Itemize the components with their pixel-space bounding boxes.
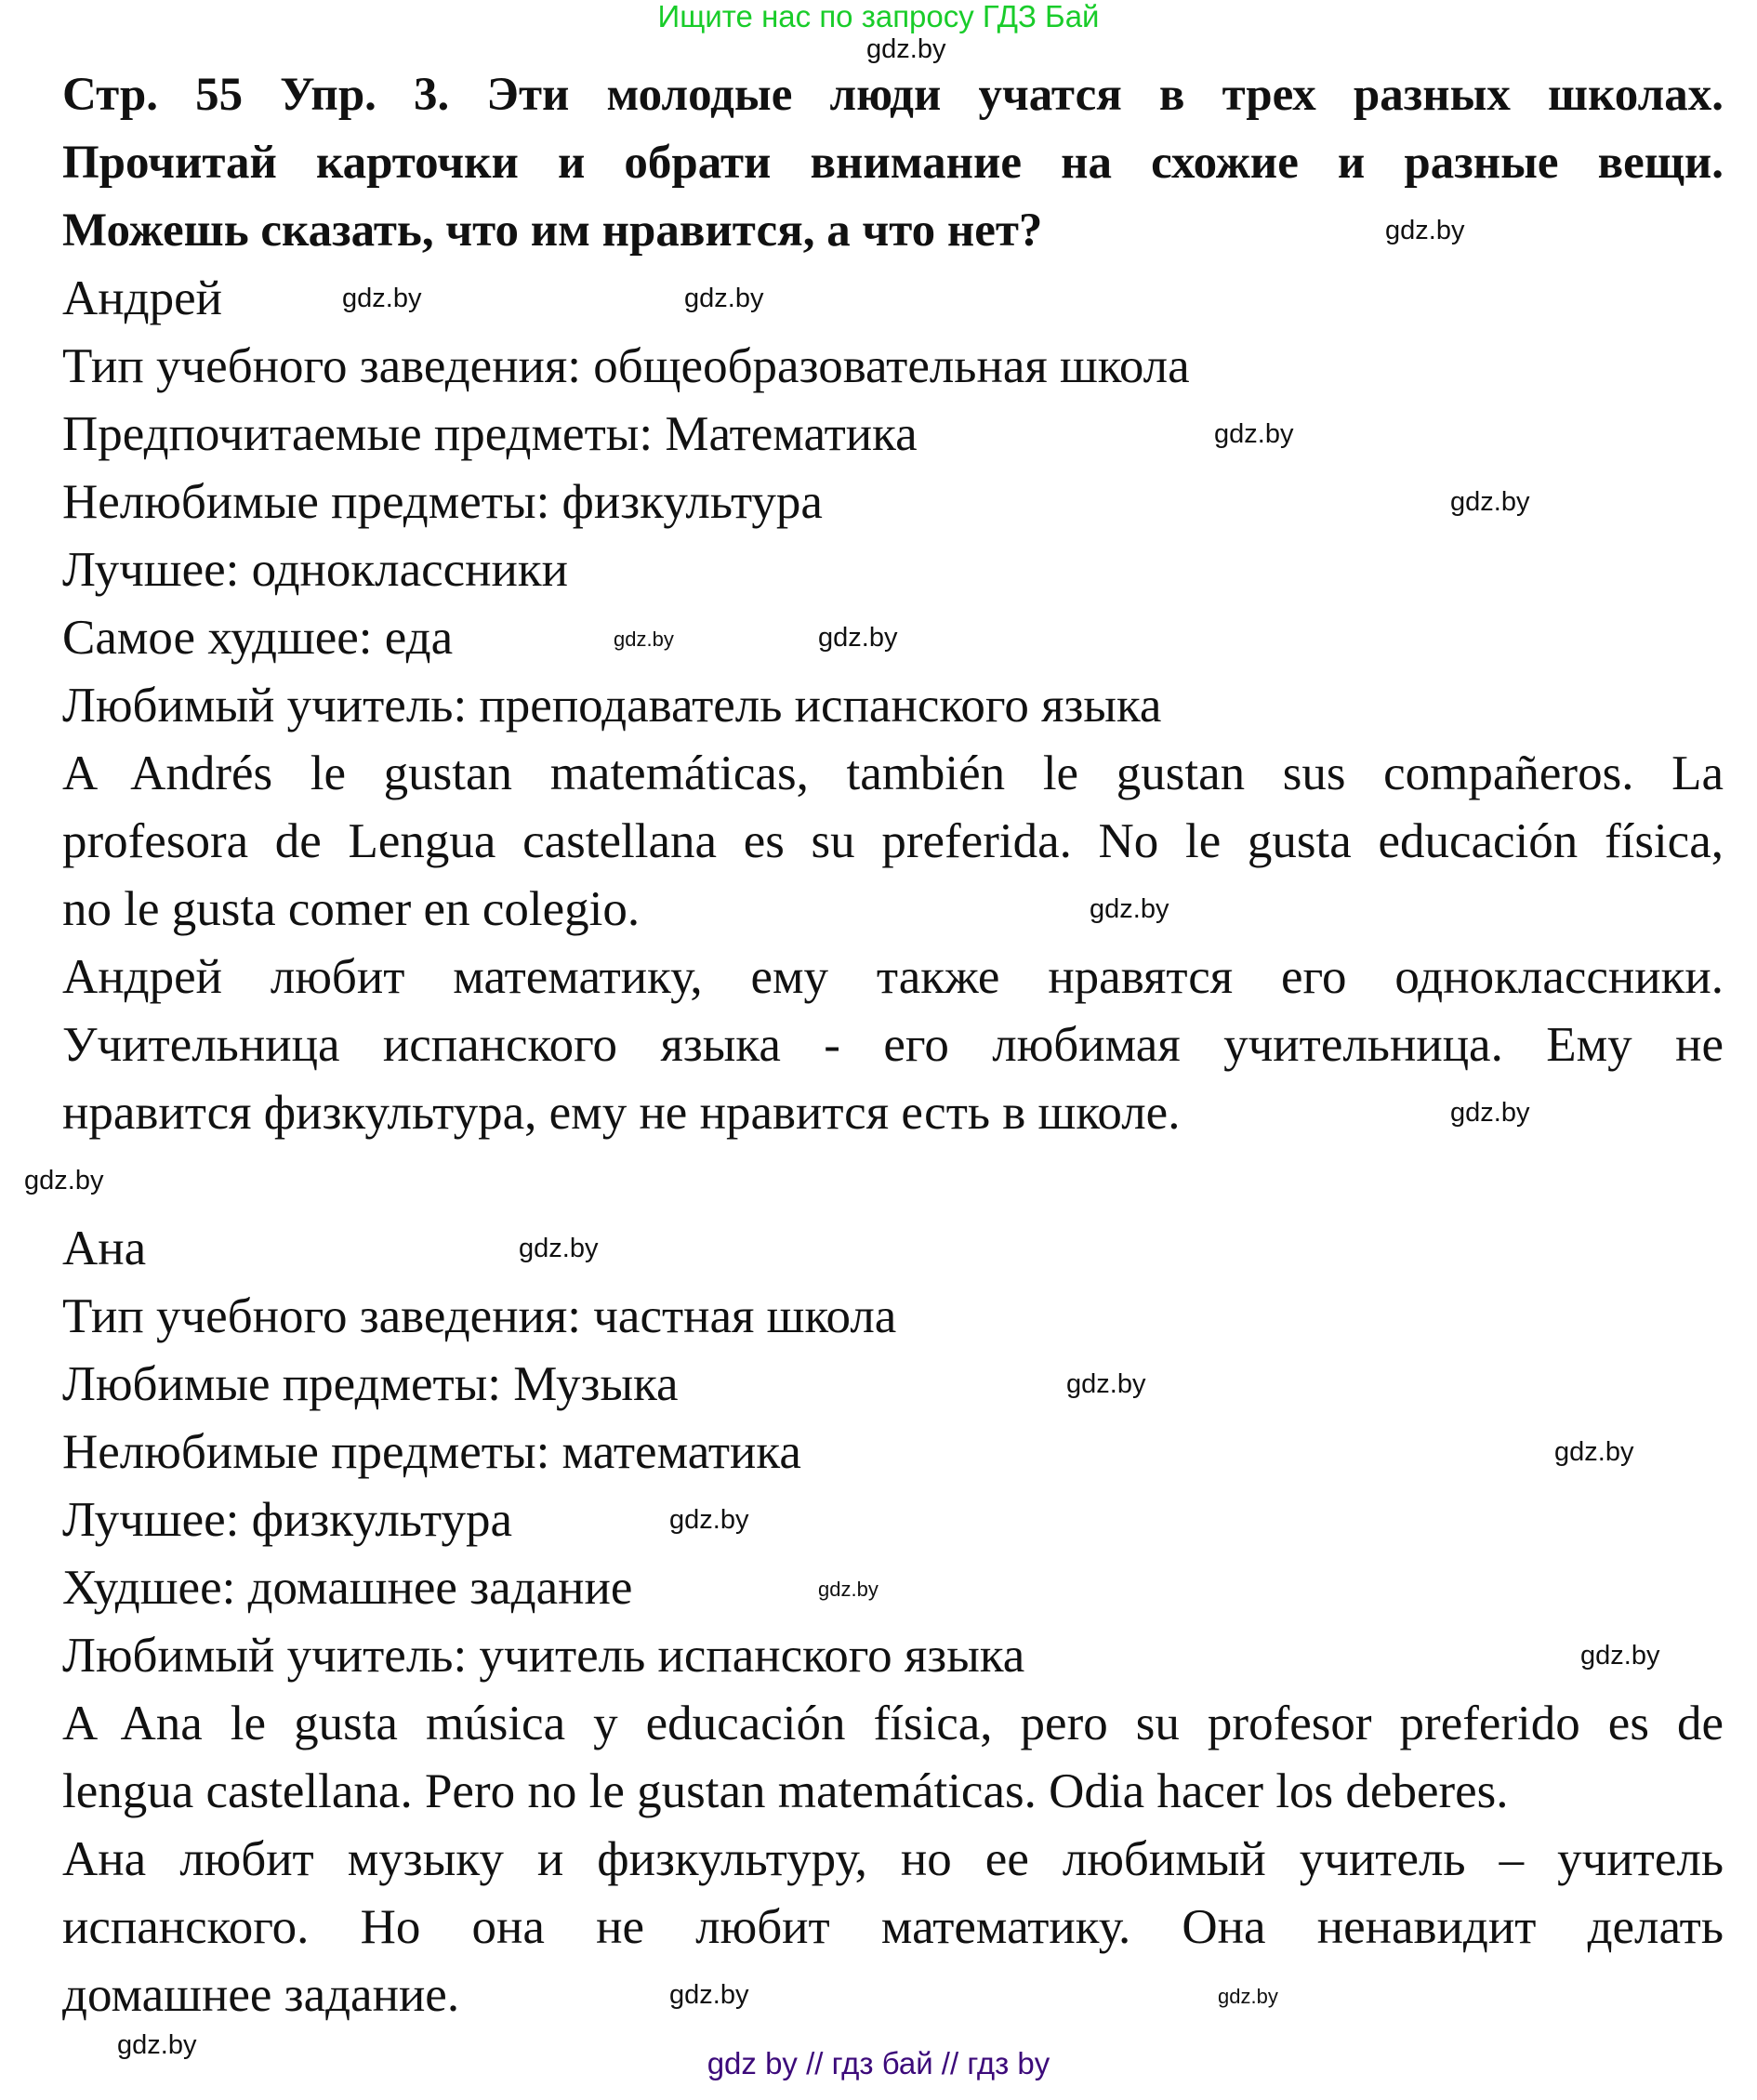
watermark: gdz.by [866,34,946,64]
card-line: Тип учебного заведения: частная школа [62,1289,897,1343]
watermark: gdz.by [1450,487,1530,517]
russian-text-line: нравится физкультура, ему не нравится есть в школе. [62,1086,1181,1140]
card-line: Лучшее: физкультура [62,1493,513,1547]
card-line: Лучшее: одноклассники [62,543,569,597]
exercise-heading-line: Можешь сказать, что им нравится, а что нет? [62,205,1043,257]
search-banner: Ищите нас по запросу ГДЗ Бай [657,0,1100,33]
spanish-text-line: lengua castellana. Pero no le gustan matemáticas. Odia hacer los deberes. [62,1764,1509,1818]
card-line: Худшее: домашнее задание [62,1561,633,1615]
card-name: Андрей [62,271,222,325]
watermark: gdz.by [24,1166,104,1195]
exercise-heading-line: Стр. 55 Упр. 3. Эти молодые люди учатся в трех разных школах. [62,69,1724,121]
watermark: gdz.by [669,1505,749,1535]
card-line: Нелюбимые предметы: физкультура [62,475,823,529]
watermark: gdz.by [1218,1985,1278,2008]
card-line: Нелюбимые предметы: математика [62,1425,801,1479]
watermark: gdz.by [1554,1437,1634,1467]
russian-text-line: Андрей любит математику, ему также нравятся его одноклассники. [62,950,1724,1004]
watermark: gdz.by [1090,894,1169,924]
watermark: gdz.by [818,1578,878,1601]
footer-links: gdz by // гдз бай // гдз by [707,2046,1050,2080]
watermark: gdz.by [1450,1098,1530,1128]
watermark: gdz.by [669,1980,749,2010]
watermark: gdz.by [342,284,422,313]
watermark: gdz.by [684,284,764,313]
card-name: Ана [62,1222,147,1275]
watermark: gdz.by [614,627,674,651]
watermark: gdz.by [1385,216,1465,245]
spanish-text-line: profesora de Lengua castellana es su preferida. No le gusta educación física, [62,814,1724,868]
russian-text-line: Учительница испанского языка - его любимая учительница. Ему не [62,1018,1724,1072]
card-line: Любимый учитель: учитель испанского языка [62,1629,1025,1683]
card-line: Предпочитаемые предметы: Математика [62,407,918,461]
spanish-text-line: no le gusta comer en colegio. [62,882,641,936]
watermark: gdz.by [117,2030,197,2060]
russian-text-line: Ана любит музыку и физкультуру, но ее любимый учитель – учитель [62,1832,1724,1886]
card-line: Любимый учитель: преподаватель испанского языка [62,679,1162,733]
card-line: Тип учебного заведения: общеобразовательная школа [62,339,1190,393]
exercise-content [62,61,1724,2029]
watermark: gdz.by [519,1234,599,1263]
spanish-text-line: A Andrés le gustan matemáticas, también le gustan sus compañeros. La [62,746,1724,800]
watermark: gdz.by [1580,1641,1660,1671]
card-line: Любимые предметы: Музыка [62,1357,679,1411]
exercise-heading-line: Прочитай карточки и обрати внимание на схожие и разные вещи. [62,137,1724,189]
russian-text-line: испанского. Но она не любит математику. Она ненавидит делать [62,1900,1724,1954]
card-line: Самое худшее: еда [62,611,454,665]
russian-text-line: домашнее задание. [62,1968,460,2022]
watermark: gdz.by [818,623,898,653]
watermark: gdz.by [1214,419,1294,449]
watermark: gdz.by [1066,1369,1146,1399]
spanish-text-line: A Ana le gusta música y educación física, pero su profesor preferido es de [62,1697,1724,1750]
blank-line [62,1147,1724,1215]
